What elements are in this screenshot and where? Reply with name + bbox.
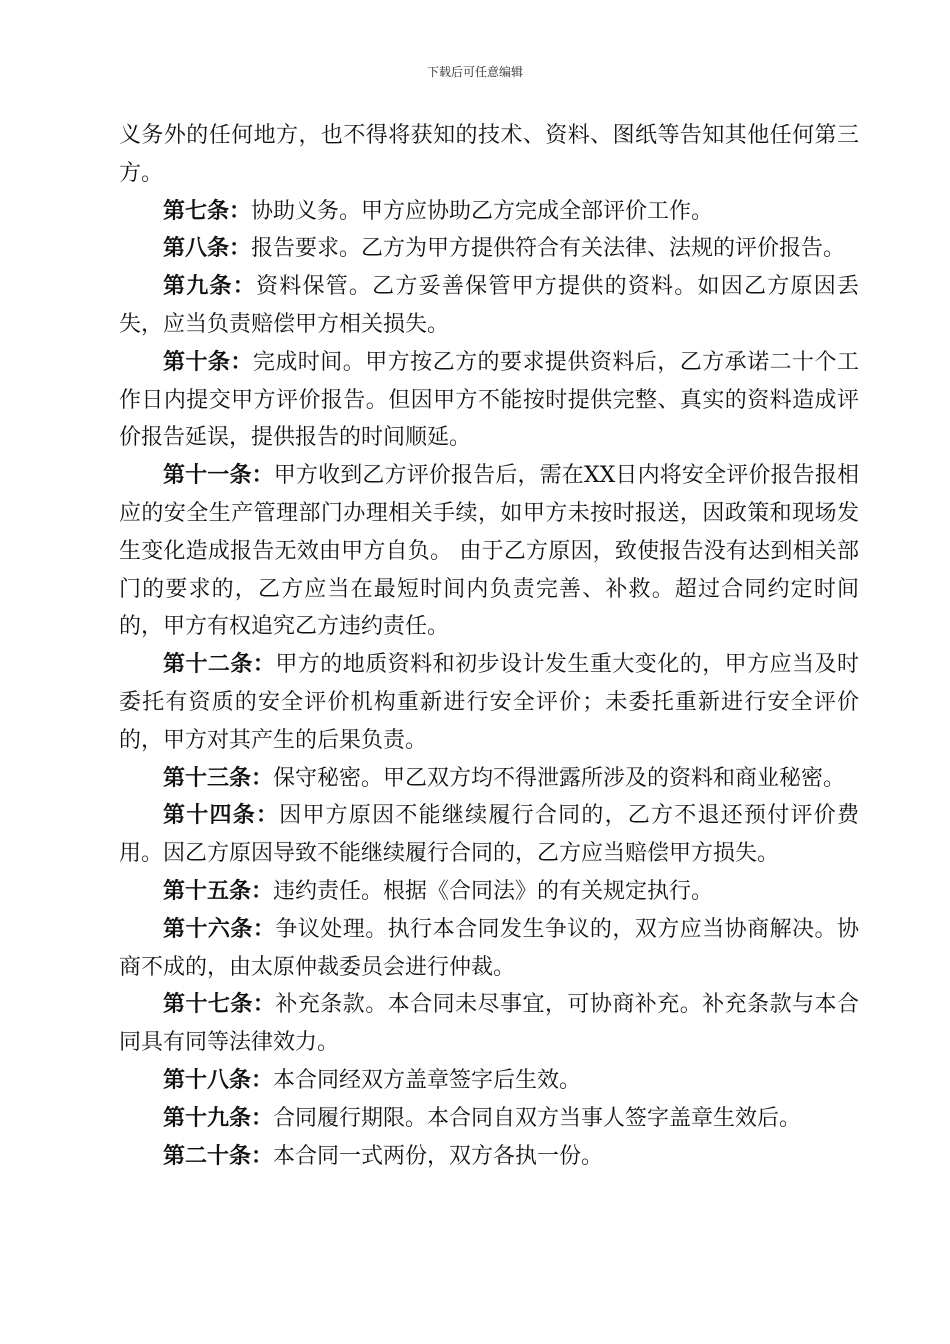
article-text: 因甲方原因不能继续履行合同的，乙方不退还预付评价费用。因乙方原因导致不能继续履行合同的，乙方应当赔偿甲方损失。 — [119, 803, 859, 867]
contract-body — [119, 117, 859, 1175]
article-12 — [119, 646, 859, 759]
article-heading: 第十条： — [163, 348, 253, 375]
article-text: 甲方的地质资料和初步设计发生重大变化的，甲方应当及时委托有资质的安全评价机构重新进行安全评价；未委托重新进行安全评价的，甲方对其产生的后果负责。 — [119, 652, 859, 753]
article-text: 保守秘密。甲乙双方均不得泄露所涉及的资料和商业秘密。 — [273, 765, 846, 791]
article-text: 补充条款。本合同未尽事宜，可协商补充。补充条款与本合同具有同等法律效力。 — [119, 992, 859, 1056]
article-text: 协助义务。甲方应协助乙方完成全部评价工作。 — [251, 198, 714, 224]
article-text: 甲方收到乙方评价报告后，需在XX日内将安全评价报告报相应的安全生产管理部门办理相关手续，如甲方未按时报送，因政策和现场发生变化造成报告无效由甲方自负。 由于乙方原因，致使报告没有达到相关部门的要求的，乙方应当在最短时间内负责完善、补救。超过合同约定时间的，甲方有权追究乙方违约责任。 — [119, 463, 859, 640]
article-heading: 第十五条： — [163, 877, 274, 904]
article-text: 本合同经双方盖章签字后生效。 — [273, 1067, 582, 1093]
article-heading: 第十四条： — [163, 802, 280, 829]
article-heading: 第十六条： — [163, 915, 276, 942]
article-text: 报告要求。乙方为甲方提供符合有关法律、法规的评价报告。 — [251, 236, 846, 262]
article-20 — [119, 1138, 859, 1176]
article-text: 违约责任。根据《合同法》的有关规定执行。 — [273, 878, 714, 904]
article-7 — [119, 193, 859, 231]
article-text: 完成时间。甲方按乙方的要求提供资料后，乙方承诺二十个工作日内提交甲方评价报告。但因甲方不能按时提供完整、真实的资料造成评价报告延误，提供报告的时间顺延。 — [119, 349, 859, 451]
article-10 — [119, 344, 859, 457]
article-13 — [119, 760, 859, 798]
article-heading: 第十七条： — [163, 991, 276, 1018]
paragraph-continuation — [119, 117, 859, 193]
article-text: 合同履行期限。本合同自双方当事人签字盖章生效后。 — [273, 1105, 802, 1131]
page-header: 下载后可任意编辑 — [426, 65, 523, 79]
article-11 — [119, 457, 859, 646]
article-8 — [119, 230, 859, 268]
article-15 — [119, 873, 859, 911]
article-17 — [119, 986, 859, 1062]
article-heading: 第十八条： — [163, 1066, 274, 1093]
article-9 — [119, 268, 859, 344]
article-text: 本合同一式两份，双方各执一份。 — [273, 1143, 604, 1169]
article-heading: 第十九条： — [163, 1104, 274, 1131]
article-heading: 第七条： — [163, 197, 252, 224]
article-heading: 第十一条： — [163, 462, 274, 489]
article-text: 资料保管。乙方妥善保管甲方提供的资料。如因乙方原因丢失，应当负责赔偿甲方相关损失。 — [119, 274, 859, 337]
article-heading: 第二十条： — [163, 1142, 274, 1169]
article-heading: 第九条： — [163, 273, 256, 300]
article-heading: 第八条： — [163, 235, 252, 262]
article-text: 争议处理。执行本合同发生争议的，双方应当协商解决。协商不成的，由太原仲裁委员会进行仲裁。 — [119, 916, 859, 980]
article-18 — [119, 1062, 859, 1100]
paragraph-text: 义务外的任何地方，也不得将获知的技术、资料、图纸等告知其他任何第三方。 — [119, 123, 859, 186]
article-heading: 第十二条： — [163, 651, 276, 678]
article-19 — [119, 1100, 859, 1138]
article-16 — [119, 911, 859, 987]
article-14 — [119, 797, 859, 873]
article-heading: 第十三条： — [163, 764, 274, 791]
